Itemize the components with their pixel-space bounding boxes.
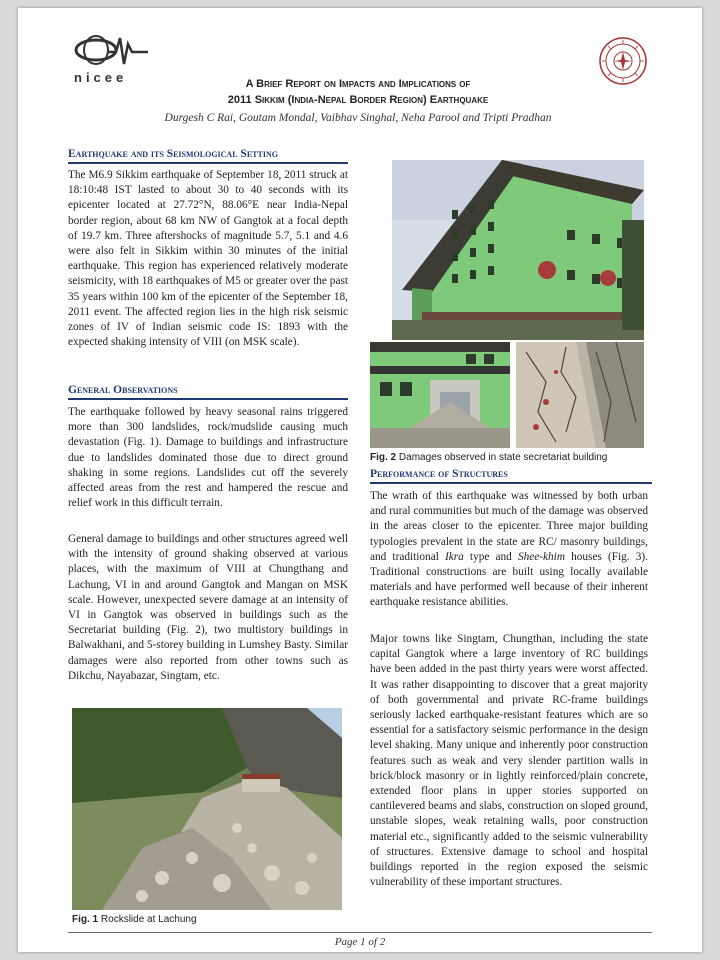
heading-general-observations: General Observations (68, 384, 348, 400)
institute-seal (598, 36, 648, 86)
fig1-rockslide-photo (72, 708, 342, 910)
paragraph-performance-1 (370, 489, 648, 611)
heading-performance-of-structures: Performance of Structures (370, 468, 652, 484)
heading-seismological-setting: Earthquake and its Seismological Setting (68, 148, 348, 164)
fig2-ground-floor-photo (370, 342, 510, 448)
fig1-caption (72, 914, 197, 925)
logo-wordmark: nicee (74, 70, 128, 85)
paragraph-general-2: General damage to buildings and other structures agreed well with the intensity of ground shaking observed at various places, with the maximum of VIII at Chungthang and Lachung, VI in and around Gangtok and Mangan on MSK scale. However, unexpected severe damage at an intensity of VI in Gangtok was observed in buildings such as the Secretariat building (Fig. 2), two multistory buildings in Balwakhani, and 5-storey building in Lumshey Basty. Similar damages were also reported from other towns such as Dikchu, Nayabazar, Singtam, etc. (68, 533, 348, 682)
fig1-label: Fig. 1 (72, 914, 99, 925)
page-number: Page 1 of 2 (334, 936, 386, 948)
fig2-secretariat-photo (392, 160, 644, 340)
report-title (138, 76, 578, 108)
paragraph-performance-2: Major towns like Singtam, Chungthan, including the state capital Gangtok where a large inventory of RC buildings have been added in the past thirty years were worst affected. It was rather disappointing to discover that a great majority of both governmental and private RC-frame buildings seriously lacked earthquake-resistant features which are so essential for a satisfactory seismic performance in the design level shaking. Many unique and inherently poor construction features such as weak and very slender partition walls in brick/block masonry or in lightly reinforced/plain concrete, extended floor plans in upper stories supported on cantilevered beams and slabs, construction on sloped ground, unstable slopes, weak retaining walls, poor construction material etc., significantly added to the seismic vulnerability of structures. Extensive damage to school and hospital buildings reported in the region exposed the seismic vulnerability of these important structures. (370, 633, 648, 889)
term-shee-khim: Shee-khim (517, 550, 565, 563)
document-page (18, 8, 702, 952)
perf-p1-part-a: The wrath of this earthquake was witnessed by both urban and rural communities but much of the damage was observed in the areas closer to the epicenter. Three major building typologies prevalent in the state are RC/ masonry buildings, and traditional (370, 490, 648, 563)
fig1-caption-text: Rockslide at Lachung (100, 914, 197, 925)
perf-p1-part-c: houses (Fig. 3). Traditional constructions are built using locally available materials and have performed well because of their inherent earthquake resistance abilities. (370, 550, 648, 609)
paragraph-general-1: The earthquake followed by heavy seasonal rains triggered more than 300 landslides, rock/mudslide causing much devastation (Fig. 1). Damage to buildings and infrastructure due to landslides dominated those due to direct ground shaking in some regions. Landslides cut off the severely affected areas from the rest and hampered the rescue and relief work in this difficult terrain. (68, 406, 348, 510)
authors-line: Durgesh C Rai, Goutam Mondal, Vaibhav Singhal, Neha Parool and Tripti Pradhan (164, 112, 552, 124)
perf-p1-part-b: type and (463, 550, 518, 563)
paragraph-seismological-setting: The M6.9 Sikkim earthquake of September 18, 2011 struck at 18:10:48 IST lasted to about 30 to 40 seconds with its epicenter located at 27.72°N, 88.06°E near India-Nepal border region, about 68 km NW of Gangtok at a focal depth of 19.7 km. Three aftershocks of magnitude 5.7, 5.1 and 4.6 were also felt in Sikkim within 30 minutes of the initial earthquake. This region has experienced relatively moderate seismicity, with 18 earthquakes of M5 or greater over the past 35 years within 100 km of the epicenter of the September 18, 2011 event. The affected region lies in the high risk seismic zones of IV of Indian seismic code IS: 1893 with the expected shaking intensity of VIII (on MSK scale). (68, 169, 348, 349)
fig2-caption (370, 452, 607, 463)
footer-rule (68, 932, 652, 933)
fig2-caption-text: Damages observed in state secretariat building (398, 452, 608, 463)
fig2-label: Fig. 2 (370, 452, 397, 463)
title-line-2: 2011 Sikkim (India-Nepal Border Region) Earthquake (227, 94, 489, 106)
fig2-damage-closeup-photo (516, 342, 644, 448)
title-line-1: A Brief Report on Impacts and Implications of (245, 78, 471, 90)
term-ikra: Ikra (444, 550, 464, 563)
